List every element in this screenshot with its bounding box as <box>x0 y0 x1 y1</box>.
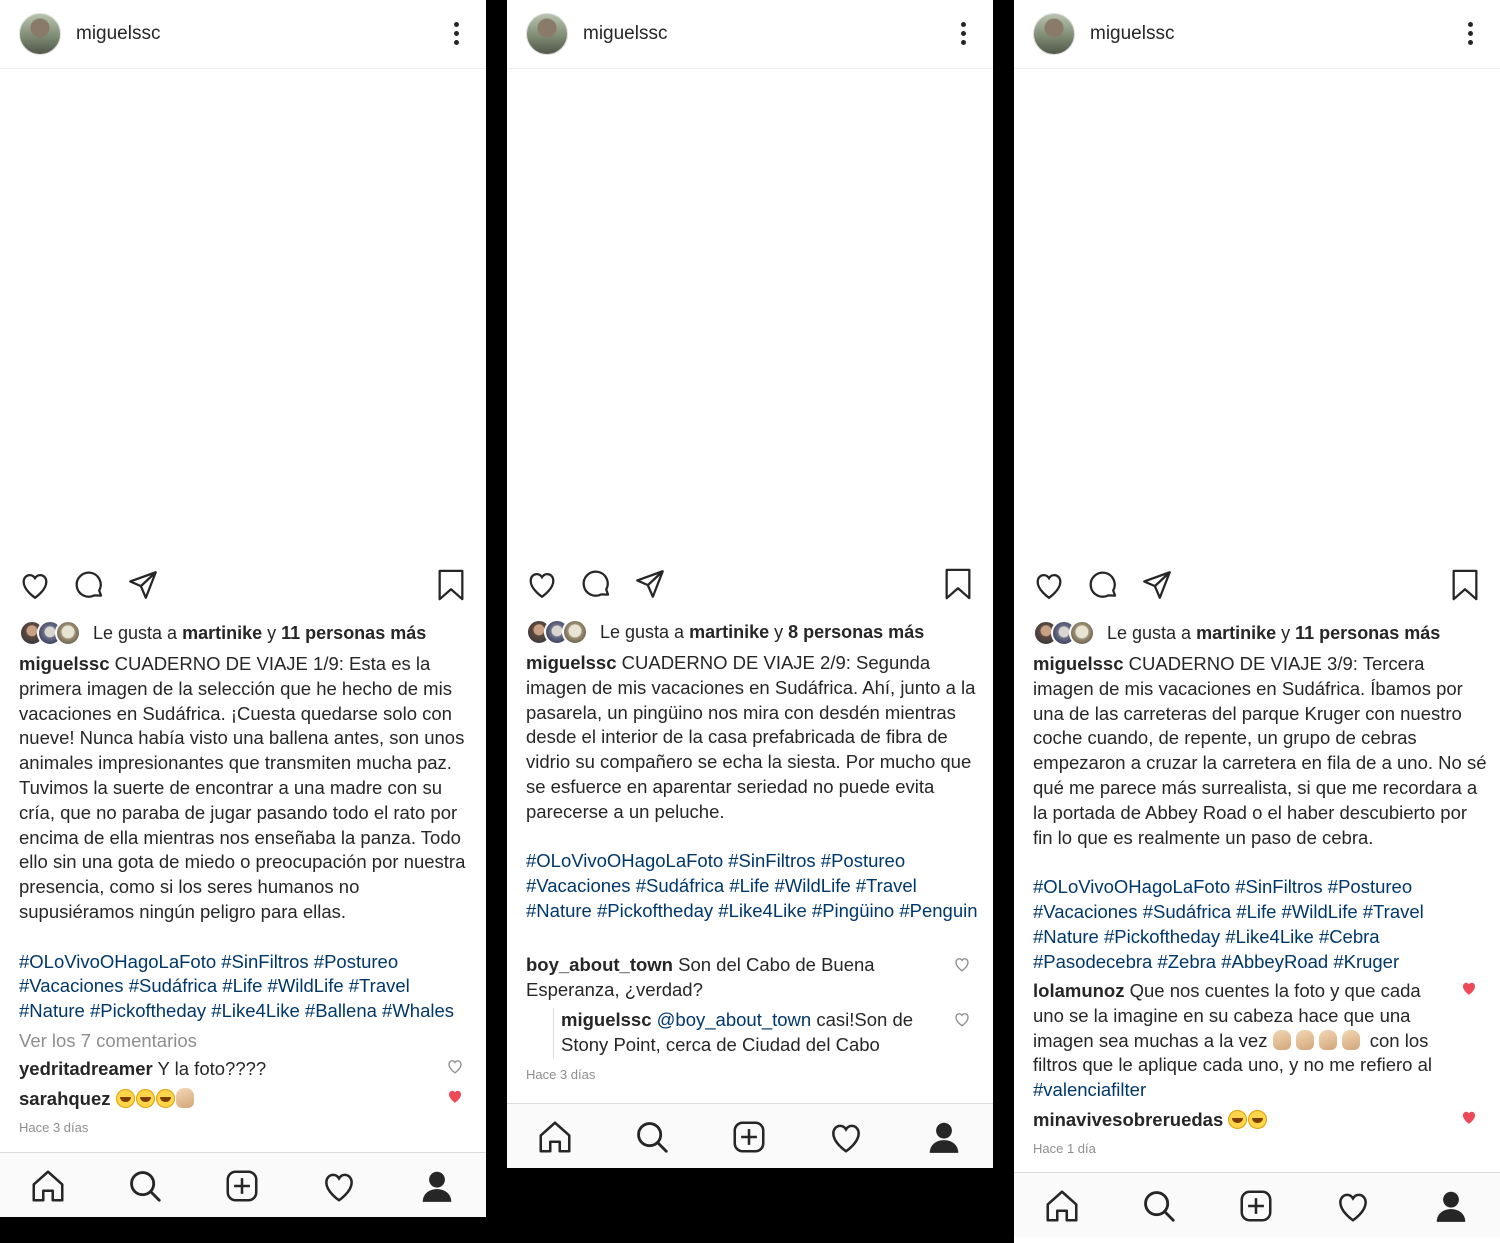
clapping-hands-emoji-icon <box>1319 1030 1337 1050</box>
profile-icon[interactable] <box>925 1118 963 1156</box>
clapping-hands-emoji-icon <box>1296 1030 1314 1050</box>
post-username[interactable]: miguelssc <box>1090 23 1175 44</box>
more-options-icon[interactable] <box>454 22 460 48</box>
post-image[interactable] <box>1014 69 1500 558</box>
post-actions <box>1014 568 1500 604</box>
comment-reply: miguelssc @boy_about_town casi!Son de Stony Point, cerca de Ciudad del Cabo <box>553 1008 941 1058</box>
liker-avatars <box>526 619 580 645</box>
post-image[interactable] <box>507 69 993 557</box>
likes-text: Le gusta a martinike y 11 personas más <box>93 622 427 643</box>
add-post-icon[interactable] <box>223 1167 261 1205</box>
comment: lolamunoz Que nos cuentes la foto y que cada uno se la imagine en su cabeza hace que una imagen sea muchas a la vez con los filtros que le aplique cada uno, y no me refiero al #valenciafilter <box>1033 980 1433 1101</box>
comment-like-heart-icon[interactable] <box>446 1057 464 1075</box>
clapping-hands-emoji-icon <box>1273 1030 1291 1050</box>
add-post-icon[interactable] <box>730 1118 768 1156</box>
post-image[interactable] <box>0 69 486 559</box>
share-icon[interactable] <box>126 568 160 602</box>
post-username[interactable]: miguelssc <box>583 23 668 44</box>
post-header <box>1014 0 1500 69</box>
post-caption: miguelssc CUADERNO DE VIAJE 2/9: Segunda imagen de mis vacaciones en Sudáfrica. Ahí, junto a la pasarela, un pingüino nos mira con desdén mientras desde el interior de la casa prefabricada de fibra de vidrio su compañero se echa la siesta. Por mucho que se esfuerce en aparentar seriedad no puede evita parecerse a un peluche. #OLoVivoOHagoLaFoto #SinFiltros #Postureo #Vacaciones #Sudáfrica #Life #WildLife #Travel #Nature #Pickoftheday #Like4Like #Pingüino #Penguin <box>526 651 981 924</box>
comment-liked-heart-icon[interactable] <box>1460 1108 1478 1126</box>
comment-icon[interactable] <box>579 567 613 601</box>
caption-username[interactable]: miguelssc <box>1033 653 1124 674</box>
laughing-emoji-icon <box>1248 1110 1267 1129</box>
likes-text: Le gusta a martinike y 11 personas más <box>1107 622 1441 643</box>
more-options-icon[interactable] <box>1468 22 1474 48</box>
post-timestamp: Hace 3 días <box>526 1067 596 1082</box>
bookmark-icon[interactable] <box>941 567 975 601</box>
comment: boy_about_town Son del Cabo de Buena Esperanza, ¿verdad? <box>526 954 875 1000</box>
avatar[interactable] <box>19 13 61 55</box>
caption-username[interactable]: miguelssc <box>526 652 617 673</box>
laughing-emoji-icon <box>1228 1110 1247 1129</box>
more-options-icon[interactable] <box>961 22 967 48</box>
liker-avatars <box>19 620 73 646</box>
likes-row[interactable] <box>526 619 986 645</box>
comment-icon[interactable] <box>1086 568 1120 602</box>
clapping-hands-emoji-icon <box>176 1088 194 1108</box>
likes-row[interactable] <box>19 620 479 646</box>
clapping-hands-emoji-icon <box>1342 1030 1360 1050</box>
comment-like-heart-icon[interactable] <box>953 955 971 973</box>
bottom-nav <box>0 1152 486 1217</box>
bottom-nav <box>507 1103 993 1168</box>
comment: sarahquez <box>19 1087 439 1112</box>
comment-icon[interactable] <box>72 568 106 602</box>
bookmark-icon[interactable] <box>434 568 468 602</box>
caption-hashtags[interactable]: #OLoVivoOHagoLaFoto #SinFiltros #Postureo #Vacaciones #Sudáfrica #Life #WildLife #Travel #Nature #Pickoftheday #Like4Like #Cebra #Pasodecebra #Zebra #AbbeyRoad #Kruger <box>1033 876 1424 972</box>
laughing-emoji-icon <box>116 1089 135 1108</box>
post-timestamp: Hace 1 día <box>1033 1141 1096 1156</box>
laughing-emoji-icon <box>156 1089 175 1108</box>
profile-icon[interactable] <box>1432 1187 1470 1225</box>
share-icon[interactable] <box>633 567 667 601</box>
avatar[interactable] <box>1033 13 1075 55</box>
heart-icon[interactable] <box>827 1118 865 1156</box>
search-icon[interactable] <box>126 1167 164 1205</box>
add-post-icon[interactable] <box>1237 1187 1275 1225</box>
post-timestamp: Hace 3 días <box>19 1120 89 1135</box>
heart-icon[interactable] <box>1334 1187 1372 1225</box>
search-icon[interactable] <box>633 1118 671 1156</box>
heart-icon[interactable] <box>320 1167 358 1205</box>
comment-liked-heart-icon[interactable] <box>1460 979 1478 997</box>
post-screen-2 <box>507 0 993 1168</box>
home-icon[interactable] <box>29 1167 67 1205</box>
post-actions <box>0 568 486 604</box>
like-heart-icon[interactable] <box>1032 568 1066 602</box>
post-actions <box>507 567 993 603</box>
post-caption: miguelssc CUADERNO DE VIAJE 3/9: Tercera imagen de mis vacaciones en Sudáfrica. Íbamos por una de las carreteras del parque Kruger con nuestro coche cuando, de repente, un grupo de cebras empezaron a cruzar la carretera en fila de a uno. No sé qué me parece más surrealista, si que me recordara a la portada de Abbey Road o el haber descubierto por fin lo que es realmente un paso de cebra. #OLoVivoOHagoLaFoto #SinFiltros #Postureo #Vacaciones #Sudáfrica #Life #WildLife #Travel #Nature #Pickoftheday #Like4Like #Cebra #Pasodecebra #Zebra #AbbeyRoad #Kruger <box>1033 652 1488 974</box>
share-icon[interactable] <box>1140 568 1174 602</box>
home-icon[interactable] <box>1043 1187 1081 1225</box>
post-header <box>0 0 486 69</box>
view-all-comments-link[interactable]: Ver los 7 comentarios <box>19 1030 197 1051</box>
comment: yedritadreamer Y la foto???? <box>19 1058 267 1079</box>
caption-username[interactable]: miguelssc <box>19 653 110 674</box>
comment: minavivesobreruedas <box>1033 1108 1453 1133</box>
home-icon[interactable] <box>536 1118 574 1156</box>
liker-avatars <box>1033 620 1087 646</box>
search-icon[interactable] <box>1140 1187 1178 1225</box>
caption-hashtags[interactable]: #OLoVivoOHagoLaFoto #SinFiltros #Postureo #Vacaciones #Sudáfrica #Life #WildLife #Travel #Nature #Pickoftheday #Like4Like #Ballena #Whales <box>19 950 455 1022</box>
like-heart-icon[interactable] <box>525 567 559 601</box>
bookmark-icon[interactable] <box>1448 568 1482 602</box>
post-username[interactable]: miguelssc <box>76 23 161 44</box>
likes-text: Le gusta a martinike y 8 personas más <box>600 621 925 642</box>
like-heart-icon[interactable] <box>18 568 52 602</box>
post-screen-3 <box>1014 0 1500 1243</box>
post-header <box>507 0 993 69</box>
post-screen-1 <box>0 0 486 1217</box>
likes-row[interactable] <box>1033 620 1493 646</box>
laughing-emoji-icon <box>136 1089 155 1108</box>
profile-icon[interactable] <box>418 1167 456 1205</box>
comment-like-heart-icon[interactable] <box>953 1010 971 1028</box>
caption-hashtags[interactable]: #OLoVivoOHagoLaFoto #SinFiltros #Postureo #Vacaciones #Sudáfrica #Life #WildLife #Travel #Nature #Pickoftheday #Like4Like #Pingüino #Penguin <box>526 850 978 921</box>
bottom-nav <box>1014 1172 1500 1237</box>
avatar[interactable] <box>526 13 568 55</box>
comment-liked-heart-icon[interactable] <box>446 1087 464 1105</box>
post-caption: miguelssc CUADERNO DE VIAJE 1/9: Esta es la primera imagen de la selección que he hecho de mis vacaciones en Sudáfrica. ¡Cuesta quedarse solo con nueve! Nunca había visto una ballena antes, son unos animales impresionantes que transmiten mucha paz. Tuvimos la suerte de encontrar a una madre con su cría, que no paraba de jugar pasando todo el rato por encima de ella mientras nos enseñaba la panza. Todo ello sin una gota de miedo o preocupación por nuestra presencia, como si los seres humanos no supusiéramos ningún peligro para ellas. #OLoVivoOHagoLaFoto #SinFiltros #Postureo #Vacaciones #Sudáfrica #Life #WildLife #Travel #Nature #Pickoftheday #Like4Like #Ballena #Whales <box>19 652 474 1024</box>
